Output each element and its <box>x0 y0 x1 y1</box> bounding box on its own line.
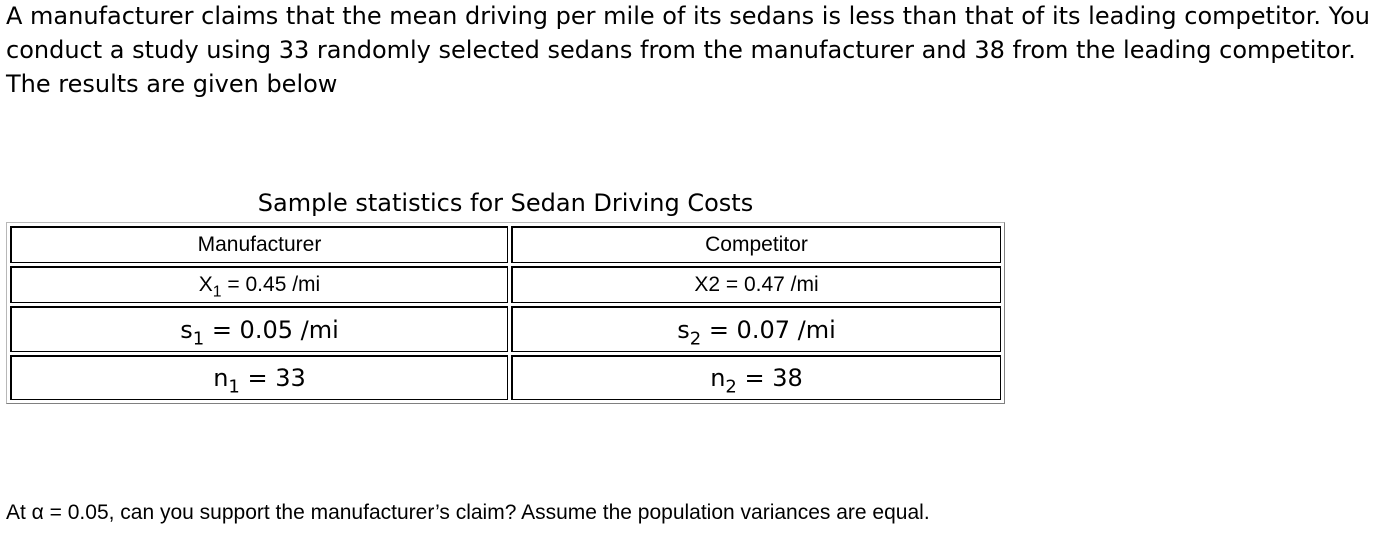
competitor-sd-cell <box>511 306 1001 352</box>
table-caption: Sample statistics for Sedan Driving Costs <box>257 189 754 217</box>
manufacturer-sd-cell <box>10 306 508 352</box>
question-text: At α = 0.05, can you support the manufacturer’s claim? Assume the population variances are equal. <box>6 501 930 524</box>
n-variable: n <box>213 364 229 392</box>
n-variable: n <box>710 364 726 392</box>
sd-variable: s <box>677 315 690 344</box>
manufacturer-n-cell <box>10 355 508 400</box>
manufacturer-mean-cell <box>10 266 508 303</box>
sd-subscript: 1 <box>192 327 205 349</box>
manufacturer-sd-value: = 0.05 /mi <box>204 315 339 344</box>
mean-row <box>10 266 1001 303</box>
manufacturer-mean-value: = 0.45 /mi <box>221 273 321 296</box>
sample-statistics-table <box>6 222 1005 404</box>
mean-subscript: 1 <box>212 283 222 301</box>
manufacturer-n-value: = 33 <box>239 364 306 392</box>
n-subscript: 1 <box>228 376 240 398</box>
competitor-mean-cell: X2 = 0.47 /mi <box>511 266 1001 303</box>
problem-statement: A manufacturer claims that the mean driving per mile of its sedans is less than that of its leading competitor. You conduct a study using 33 randomly selected sedans from the manufacturer and 38 from the leading competitor. The results are given below <box>6 2 1371 98</box>
competitor-sd-value: = 0.07 /mi <box>701 315 836 344</box>
table-header-row <box>10 226 1001 263</box>
header-manufacturer: Manufacturer <box>10 226 508 263</box>
header-competitor: Competitor <box>511 226 1001 263</box>
competitor-n-cell <box>511 355 1001 400</box>
sd-subscript: 2 <box>689 327 702 349</box>
sample-size-row <box>10 355 1001 400</box>
competitor-n-value: = 38 <box>736 364 803 392</box>
n-subscript: 2 <box>725 376 737 398</box>
sd-variable: s <box>180 315 193 344</box>
sd-row <box>10 306 1001 352</box>
mean-variable: X <box>198 273 213 296</box>
